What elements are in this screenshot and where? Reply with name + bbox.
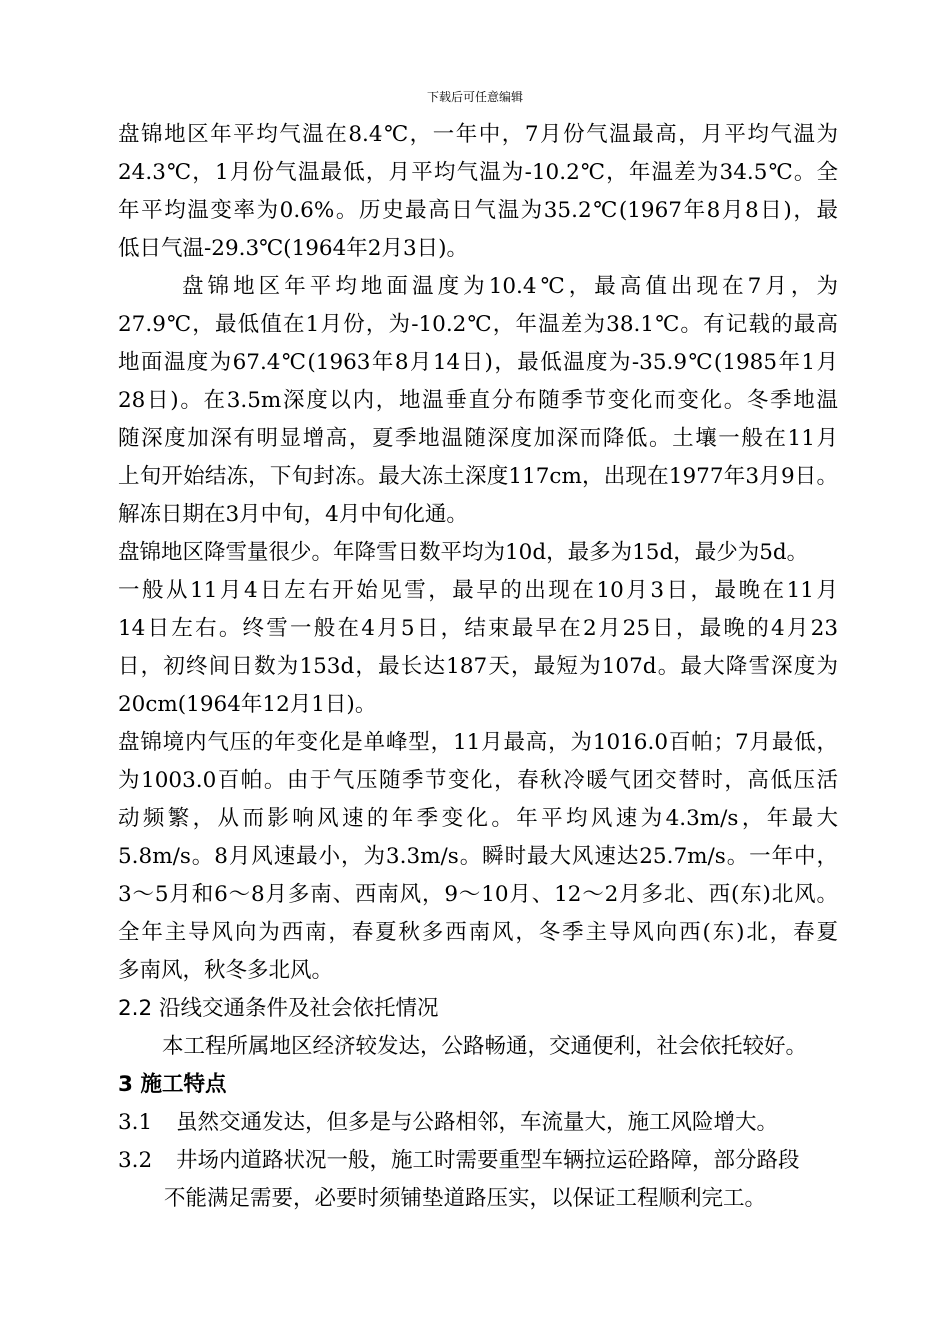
text-line: 27.9℃，最低值在1月份，为-10.2℃，年温差为38.1℃。有记载的最高 xyxy=(118,312,838,337)
item-number: 3.2 xyxy=(118,1148,153,1173)
paragraph-traffic: 本工程所属地区经济较发达，公路畅通，交通便利，社会依托较好。 xyxy=(162,1034,808,1059)
text-line: 低日气温-29.3℃(1964年2月3日)。 xyxy=(118,236,469,261)
text-line: 上旬开始结冻，下旬封冻。最大冻土深度117cm，出现在1977年3月9日。 xyxy=(118,464,838,489)
page-header: 下载后可任意编辑 xyxy=(426,90,523,104)
paragraph-ground-temperature xyxy=(118,268,838,534)
text-line: 日，初终间日数为153d，最长达187天，最短为107d。最大降雪深度为 xyxy=(118,654,838,679)
text-line: 盘锦境内气压的年变化是单峰型，11月最高，为1016.0百帕；7月最低， xyxy=(118,730,838,755)
section-heading-3: 3 施工特点 xyxy=(118,1072,227,1097)
text-line: 20cm(1964年12月1日)。 xyxy=(118,692,377,717)
text-line: 为1003.0百帕。由于气压随季节变化，春秋冷暖气团交替时，高低压活 xyxy=(118,768,838,793)
paragraph-air-temperature xyxy=(118,116,838,268)
text-line: 随深度加深有明显增高，夏季地温随深度加深而降低。土壤一般在11月 xyxy=(118,426,838,451)
text-line: 28日)。在3.5m深度以内，地温垂直分布随季节变化而变化。冬季地温 xyxy=(118,388,838,413)
text-line: 一般从11月4日左右开始见雪，最早的出现在10月3日，最晚在11月 xyxy=(118,578,838,603)
paragraph-air-pressure-wind xyxy=(118,724,838,990)
text-line: 年平均温变率为0.6%。历史最高日气温为35.2℃(1967年8月8日)，最 xyxy=(118,198,838,223)
list-item-3-2-continuation: 不能满足需要，必要时须铺垫道路压实，以保证工程顺利完工。 xyxy=(164,1186,767,1211)
item-text: 井场内道路状况一般，施工时需要重型车辆拉运砼路障，部分路段 xyxy=(176,1148,800,1173)
item-number: 3.1 xyxy=(118,1110,153,1135)
text-line: 盘锦地区年平均气温在8.4℃，一年中，7月份气温最高，月平均气温为 xyxy=(118,122,838,147)
text-line: 5.8m/s。8月风速最小，为3.3m/s。瞬时最大风速达25.7m/s。一年中， xyxy=(118,844,838,869)
text-line: 3～5月和6～8月多南、西南风，9～10月、12～2月多北、西(东)北风。 xyxy=(118,882,838,907)
list-item-3-2 xyxy=(118,1142,838,1180)
text-line: 解冻日期在3月中旬，4月中旬化通。 xyxy=(118,502,468,527)
text-line: 盘锦地区年平均地面温度为10.4℃，最高值出现在7月，为 xyxy=(182,274,838,299)
item-text: 虽然交通发达，但多是与公路相邻，车流量大，施工风险增大。 xyxy=(176,1110,779,1135)
text-line: 24.3℃，1月份气温最低，月平均气温为-10.2℃，年温差为34.5℃。全 xyxy=(118,160,838,185)
list-item-3-1 xyxy=(118,1104,838,1142)
text-line: 多南风，秋冬多北风。 xyxy=(118,958,334,983)
text-line: 动频繁，从而影响风速的年季变化。年平均风速为4.3m/s，年最大 xyxy=(118,806,838,831)
text-line: 全年主导风向为西南，春夏秋多西南风，冬季主导风向西(东)北，春夏 xyxy=(118,920,838,945)
section-heading-2-2: 2.2 沿线交通条件及社会依托情况 xyxy=(118,996,439,1021)
paragraph-snowfall xyxy=(118,534,838,724)
text-line: 地面温度为67.4℃(1963年8月14日)，最低温度为-35.9℃(1985年1月 xyxy=(118,350,838,375)
text-line: 14日左右。终雪一般在4月5日，结束最早在2月25日，最晚的4月23 xyxy=(118,616,838,641)
text-line: 盘锦地区降雪量很少。年降雪日数平均为10d，最多为15d，最少为5d。 xyxy=(118,540,809,565)
document-body xyxy=(118,116,838,1218)
